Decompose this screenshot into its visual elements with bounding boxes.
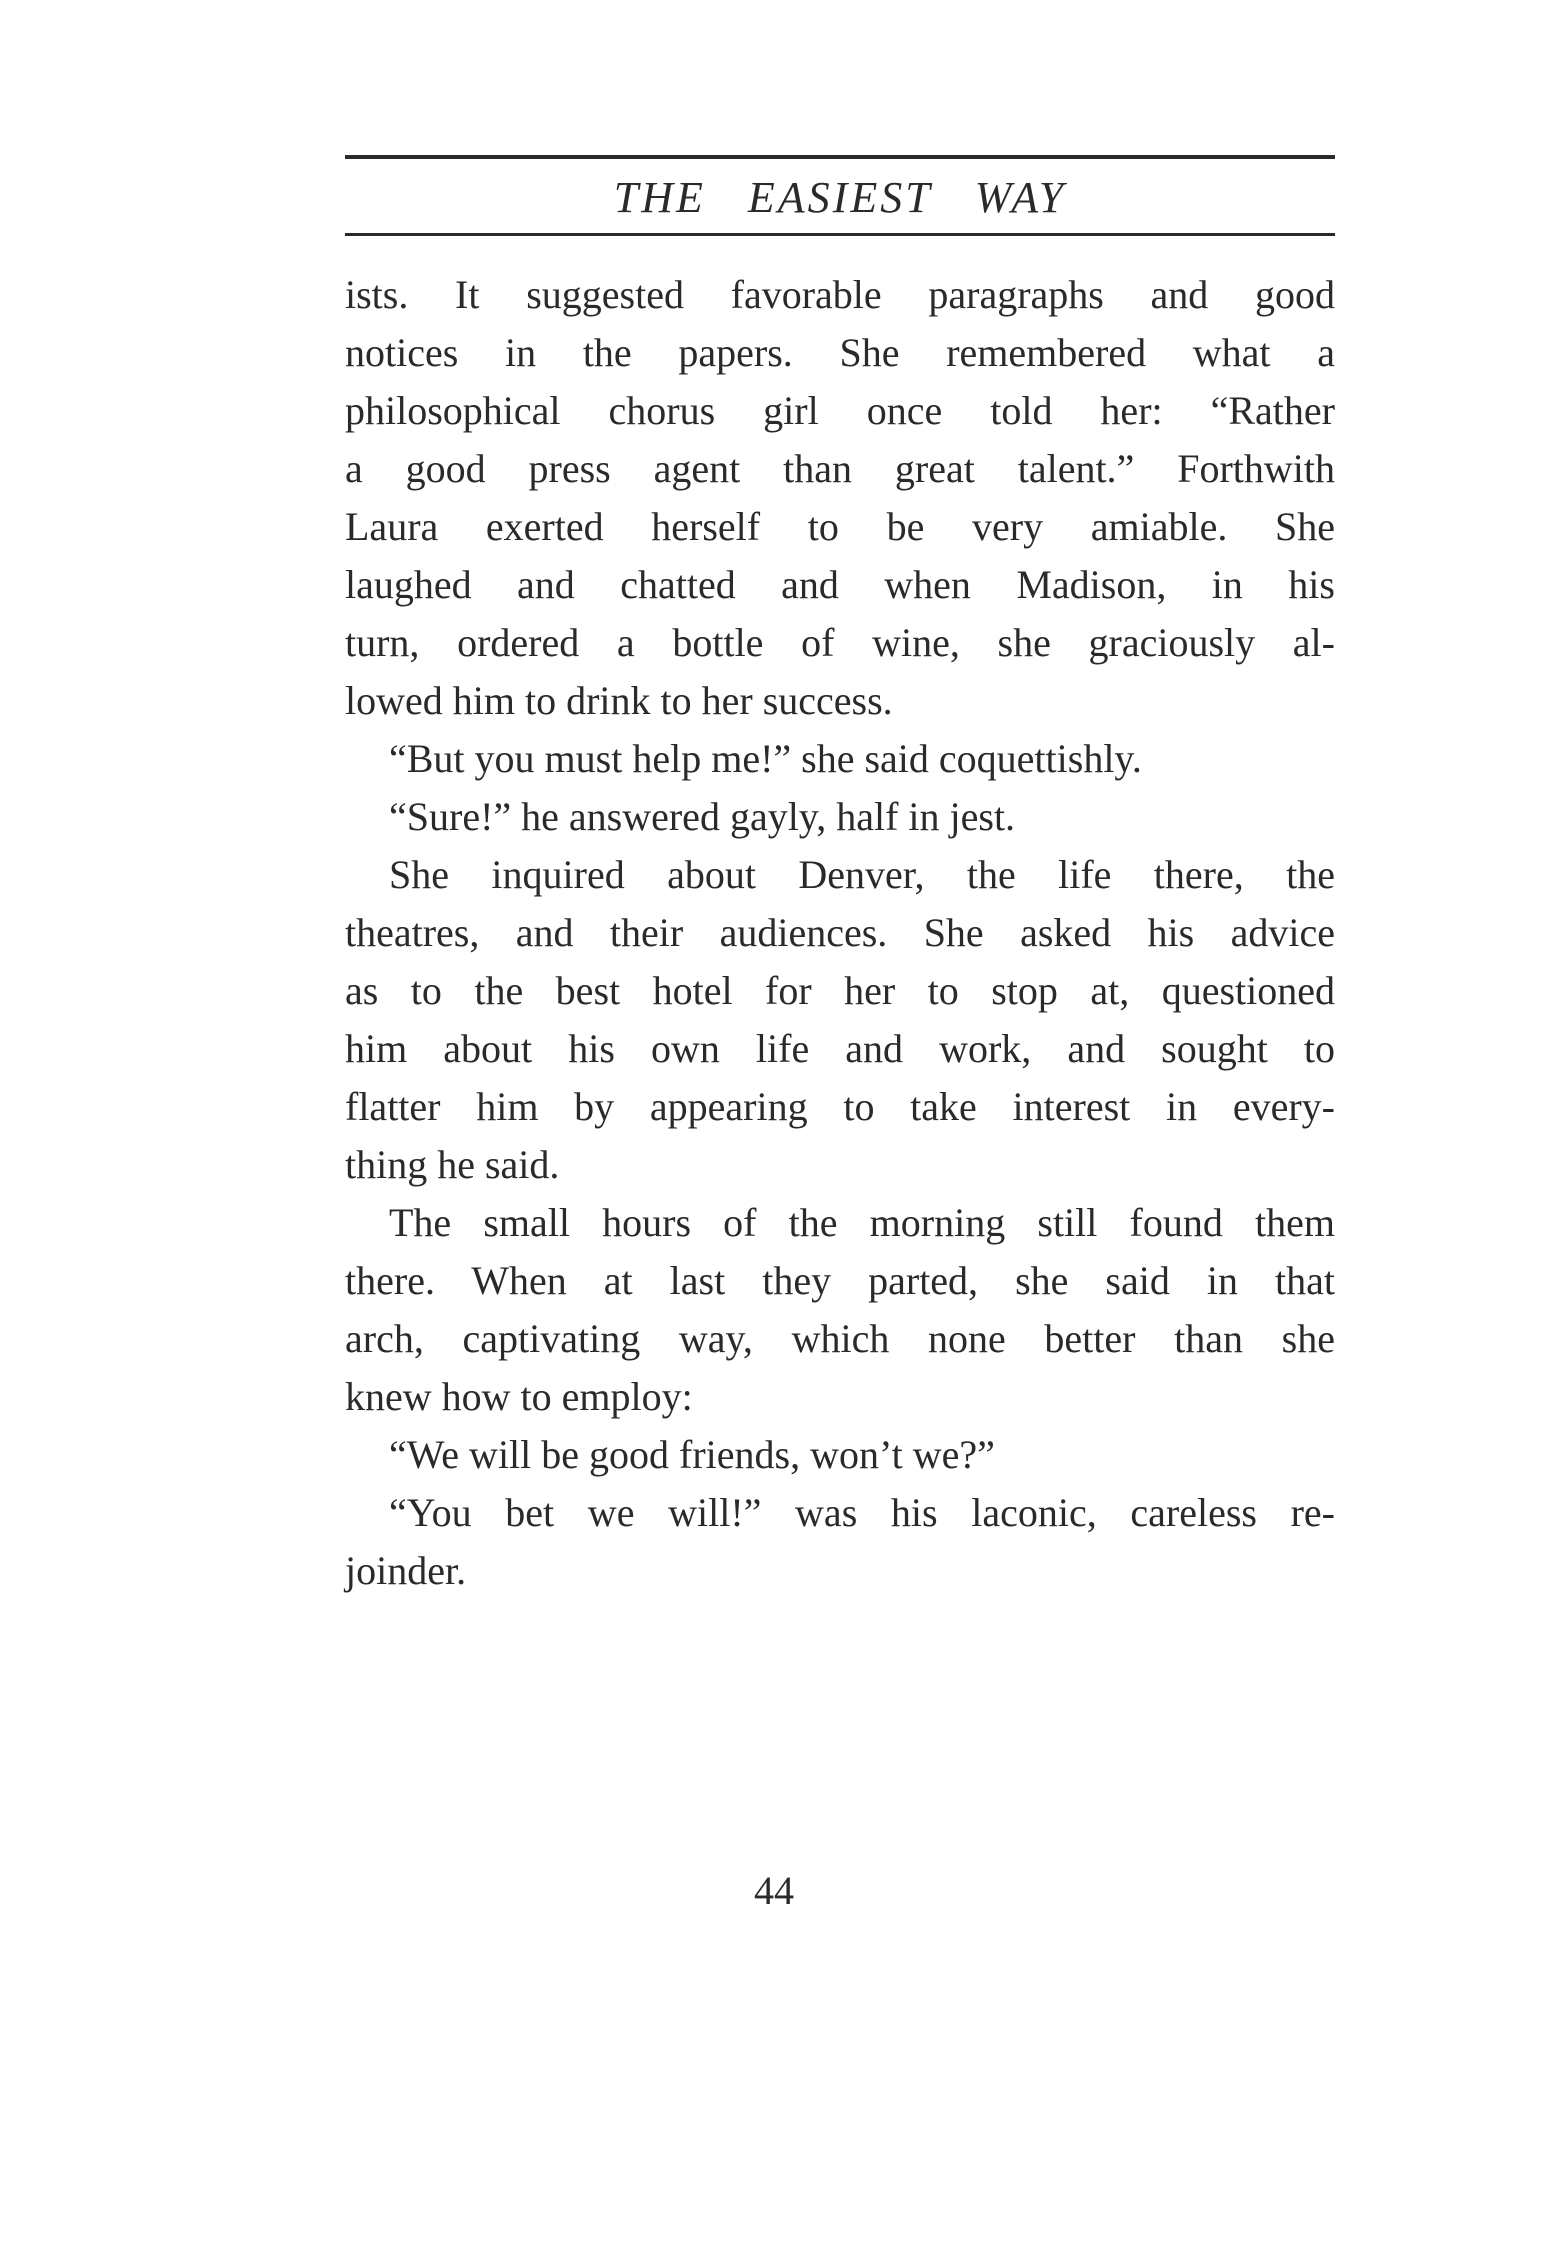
text-line: Laura exerted herself to be very amiable. She [345, 504, 1335, 549]
header-rule-top [345, 155, 1335, 159]
text-line: knew how to employ: [345, 1374, 693, 1419]
text-line: notices in the papers. She remembered what a [345, 330, 1335, 375]
body-text [345, 266, 1335, 1600]
text-line: arch, captivating way, which none better than she [345, 1316, 1335, 1361]
text-line: a good press agent than great talent.” Forthwith [345, 446, 1335, 491]
text-line: lowed him to drink to her success. [345, 678, 893, 723]
text-line: “But you must help me!” she said coquettishly. [389, 736, 1142, 781]
text-line: The small hours of the morning still found them [389, 1200, 1335, 1245]
text-line: there. When at last they parted, she said in that [345, 1258, 1335, 1303]
text-line: “You bet we will!” was his laconic, careless re- [389, 1490, 1335, 1535]
text-line: thing he said. [345, 1142, 560, 1187]
text-line: “Sure!” he answered gayly, half in jest. [389, 794, 1016, 839]
text-line: flatter him by appearing to take interest in every- [345, 1084, 1335, 1129]
text-line: She inquired about Denver, the life there, the [389, 852, 1335, 897]
text-line: as to the best hotel for her to stop at, questioned [345, 968, 1335, 1013]
text-line: joinder. [345, 1548, 467, 1593]
running-head-word: EASIEST [747, 173, 933, 222]
text-line: theatres, and their audiences. She asked his advice [345, 910, 1335, 955]
text-line: ists. It suggested favorable paragraphs and good [345, 272, 1335, 317]
running-head-word: THE [613, 173, 706, 222]
text-line: him about his own life and work, and sought to [345, 1026, 1335, 1071]
text-line: “We will be good friends, won’t we?” [389, 1432, 995, 1477]
text-line: laughed and chatted and when Madison, in his [345, 562, 1335, 607]
running-head-word: WAY [974, 173, 1067, 222]
running-head [345, 168, 1335, 228]
header-rule-bottom [345, 233, 1335, 236]
text-line: turn, ordered a bottle of wine, she graciously al- [345, 620, 1335, 665]
text-line: philosophical chorus girl once told her: “Rather [345, 388, 1335, 433]
page-number: 44 [754, 1868, 794, 1913]
